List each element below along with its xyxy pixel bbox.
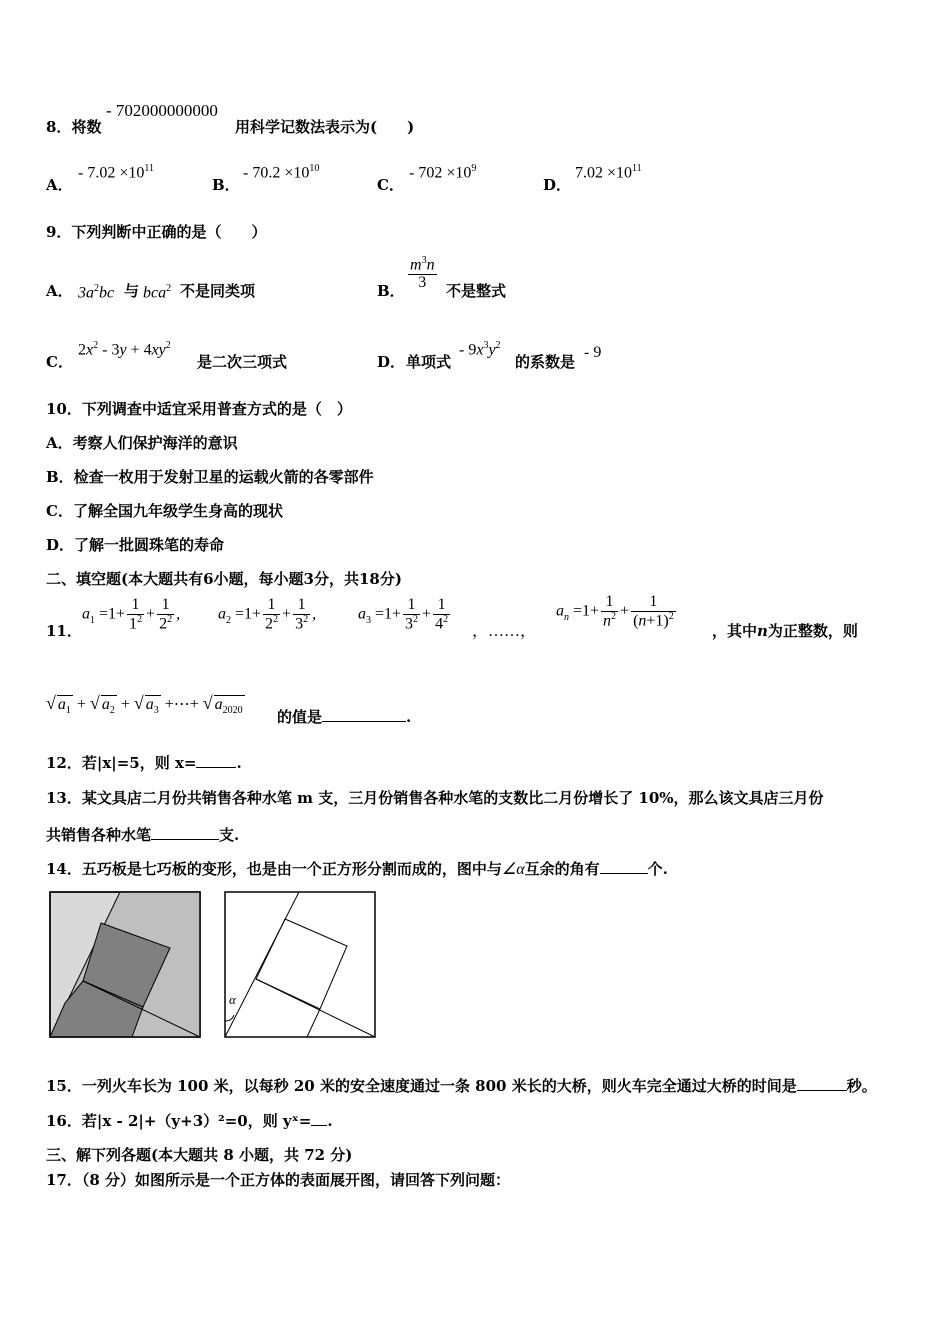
- q9-b-fraction: $\frac{m^3n}{3}$: [410, 255, 435, 292]
- q10-option-d: D．了解一批圆珠笔的寿命: [46, 536, 225, 554]
- tangram-figure-outline: [224, 891, 376, 1038]
- q8-pre: 将数: [71, 118, 102, 136]
- q8-option-d: $7.02 \times 10^{11}$: [575, 163, 642, 182]
- alpha-angle-label: α: [229, 992, 236, 1007]
- q9-c-expr: $2x^2 - 3y + 4xy^2$: [78, 340, 171, 359]
- q8-post: 用科学记数法表示为( ): [235, 118, 415, 136]
- q11-a1: $a_1 =1+$ $\frac{1}{1^2}$ + $\frac{1}{2^2}$ ,: [82, 596, 181, 633]
- q10-title: 10．下列调查中适宜采用普查方式的是（ ）: [46, 400, 352, 418]
- section-2-heading: 二、填空题(本大题共有6小题，每小题3分，共18分): [46, 570, 402, 588]
- q8-number-label: 8．: [46, 118, 72, 136]
- q14-answer-blank[interactable]: [600, 861, 648, 874]
- q9-a-text1: 与: [124, 282, 140, 300]
- q12-answer-blank[interactable]: [196, 755, 236, 768]
- q10-option-c: C．了解全国九年级学生身高的现状: [46, 502, 283, 520]
- q11-tail: ，其中n为正整数，则: [712, 622, 858, 640]
- q8-option-a: - $7.02 \times 10^{11}$: [78, 163, 154, 182]
- q15-answer-blank[interactable]: [797, 1078, 847, 1091]
- q16: 16．若|x - 2|+（y+3）²=0，则 yˣ= .: [46, 1112, 333, 1130]
- q11-sqrt-sum: √ $a_1$ + √ $a_2$ + √ $a_3$ +⋯+ √ $a_{2020}$: [46, 693, 243, 717]
- q11-number-label: 11．: [46, 622, 82, 640]
- tangram-figure-shaded: [49, 891, 201, 1038]
- q9-b-label: B．: [377, 282, 405, 300]
- q10-option-b: B．检查一枚用于发射卫星的运载火箭的各零部件: [46, 468, 374, 486]
- q9-a-label: A．: [46, 282, 73, 300]
- q11-an: $a_n =1+$ $\frac{1}{n^2}$ + $\frac{1}{(n+1)^2}$: [556, 593, 674, 630]
- q16-answer-blank[interactable]: [311, 1113, 327, 1126]
- q9-b-text: 不是整式: [446, 282, 507, 300]
- q12: 12．若|x|=5，则 x= .: [46, 754, 242, 772]
- q8-option-a-label: A．: [46, 176, 73, 194]
- q8-option-c: - $702 \times 10^9$: [409, 163, 477, 182]
- q9-d-text1: 单项式: [406, 353, 452, 371]
- q13-answer-blank[interactable]: [151, 827, 219, 840]
- q11-a2: $a_2 =1+$ $\frac{1}{2^2}$ + $\frac{1}{3^2}$ ,: [218, 596, 317, 633]
- q17: 17．（8 分）如图所示是一个正方体的表面展开图，请回答下列问题：: [46, 1171, 511, 1189]
- q14: 14．五巧板是七巧板的变形，也是由一个正方形分割而成的，图中与∠α互余的角有 个.: [46, 860, 668, 878]
- q9-c-text: 是二次三项式: [197, 353, 288, 371]
- q11-ellipsis: ，……，: [472, 623, 537, 640]
- q9-c-label: C．: [46, 353, 73, 371]
- q9-a-text2: 不是同类项: [180, 282, 256, 300]
- q13-line2: 共销售各种水笔 支.: [46, 826, 240, 844]
- q9-d-text2: 的系数是: [515, 353, 576, 371]
- q8-option-c-label: C．: [377, 176, 404, 194]
- q11-line2: 的值是 .: [277, 708, 412, 726]
- q9-a-expr1: $3a^2bc$: [78, 283, 115, 302]
- q11-a3: $a_3 =1+$ $\frac{1}{3^2}$ + $\frac{1}{4^2}$: [358, 596, 449, 633]
- q11-answer-blank[interactable]: [322, 709, 406, 722]
- q9-d-expr: - $9x^3y^2$: [459, 340, 501, 359]
- q13-line1: 13．某文具店二月份共销售各种水笔 m 支，三月份销售各种水笔的支数比二月份增长了 10%，那么该文具店三月份: [46, 789, 824, 807]
- section-3-heading: 三、解下列各题(本大题共 8 小题，共 72 分): [46, 1146, 353, 1164]
- q9-a-expr2: bca$^2$: [143, 283, 172, 302]
- q10-option-a: A．考察人们保护海洋的意识: [46, 434, 238, 452]
- q8-option-d-label: D．: [543, 176, 572, 194]
- q9-d-label: D．: [377, 353, 406, 371]
- q15: 15．一列火车长为 100 米，以每秒 20 米的安全速度通过一条 800 米长的大桥，则火车完全通过大桥的时间是 秒。: [46, 1077, 877, 1095]
- q8-number: - 702000000000: [106, 101, 218, 120]
- q8-stem: [46, 116, 101, 137]
- q8-option-b-label: B．: [212, 176, 240, 194]
- q9-title: 9．下列判断中正确的是（ ）: [46, 223, 267, 241]
- q8-option-b: - $70.2 \times 10^{10}$: [243, 163, 320, 182]
- q9-d-coef: - 9: [584, 344, 602, 361]
